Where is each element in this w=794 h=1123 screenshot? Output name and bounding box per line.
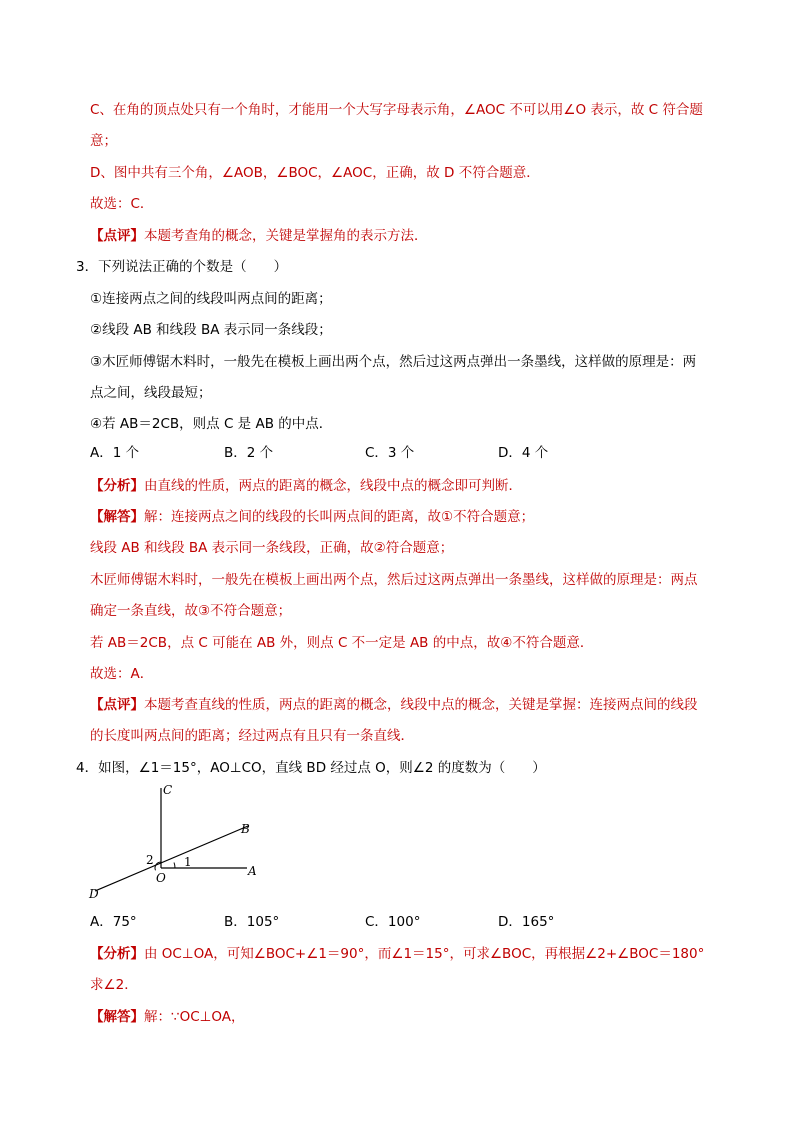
- q3-analysis: [90, 476, 522, 496]
- comment-text: 本题考查直线的性质，两点的距离的概念，线段中点的概念，关键是掌握：连接两点间的线段: [144, 697, 698, 713]
- analysis-tag: 【分析】: [90, 946, 144, 962]
- q3-solution-line5: 若 AB＝2CB，点 C 可能在 AB 外，则点 C 不一定是 AB 的中点，故④不符合题意．: [90, 635, 594, 651]
- q4-analysis-line1: [90, 944, 704, 964]
- q4-option-d: D．165°: [498, 914, 555, 930]
- label-d: D: [89, 887, 99, 901]
- angle-1-arc: [174, 863, 175, 869]
- q3-solution-line2: 线段 AB 和线段 BA 表示同一条线段，正确，故②符合题意；: [90, 540, 454, 556]
- label-angle-1: 1: [184, 855, 192, 869]
- prev-option-c-line1: C、在角的顶点处只有一个角时，才能用一个大写字母表示角，∠AOC 不可以用∠O 表示，故 C 符合题: [90, 102, 703, 118]
- solution-text: 解：∵OC⊥OA，: [144, 1009, 245, 1025]
- q3-answer: 故选：A．: [90, 666, 154, 682]
- label-b: B: [241, 822, 250, 836]
- q3-option-a: A．1 个: [90, 445, 140, 461]
- q3-statement-4: ④若 AB＝2CB，则点 C 是 AB 的中点．: [90, 416, 333, 432]
- prev-answer: 故选：C．: [90, 196, 154, 212]
- solution-tag: 【解答】: [90, 1009, 144, 1025]
- comment-tag: 【点评】: [90, 228, 144, 244]
- comment-text: 本题考查角的概念，关键是掌握角的表示方法．: [144, 228, 428, 244]
- q3-statement-1: ①连接两点之间的线段叫两点间的距离；: [90, 291, 332, 307]
- q3-statement-3b: 点之间，线段最短；: [90, 385, 212, 401]
- q4-solution-line1: [90, 1007, 245, 1027]
- q3-statement-2: ②线段 AB 和线段 BA 表示同一条线段；: [90, 322, 332, 338]
- label-angle-2: 2: [146, 853, 154, 867]
- q4-option-b: B．105°: [224, 914, 280, 930]
- q4-analysis-line2: 求∠2．: [90, 977, 138, 993]
- analysis-tag: 【分析】: [90, 478, 144, 494]
- analysis-text: 由 OC⊥OA，可知∠BOC+∠1＝90°，而∠1＝15°，可求∠BOC，再根据∠2+∠BOC＝180°: [144, 946, 705, 962]
- prev-option-c-line2: 意；: [90, 133, 117, 149]
- q3-solution-line3: 木匠师傅锯木料时，一般先在模板上画出两个点，然后过这两点弹出一条墨线，这样做的原理是：两点: [90, 572, 698, 588]
- line-bd: [95, 826, 248, 891]
- q3-comment-line2: 的长度叫两点间的距离；经过两点有且只有一条直线．: [90, 728, 414, 744]
- solution-text: 解：连接两点之间的线段的长叫两点间的距离，故①不符合题意；: [144, 509, 535, 525]
- q4-option-c: C．100°: [365, 914, 421, 930]
- q3-option-b: B．2 个: [224, 445, 274, 461]
- q3-comment-line1: [90, 695, 698, 715]
- label-c: C: [163, 783, 173, 797]
- q3-option-c: C．3 个: [365, 445, 415, 461]
- q3-option-d: D．4 个: [498, 445, 549, 461]
- analysis-text: 由直线的性质，两点的距离的概念，线段中点的概念即可判断．: [144, 478, 522, 494]
- q3-solution-line4: 确定一条直线，故③不符合题意；: [90, 603, 292, 619]
- q3-statement-3a: ③木匠师傅锯木料时，一般先在模板上画出两个点，然后过这两点弹出一条墨线，这样做的原理是：两: [90, 354, 697, 370]
- q3-solution-line1: [90, 507, 534, 527]
- q3-stem: 3．下列说法正确的个数是（ ）: [76, 259, 288, 275]
- solution-tag: 【解答】: [90, 509, 144, 525]
- q4-geometry-figure: [85, 778, 275, 903]
- prev-comment: [90, 226, 428, 246]
- comment-tag: 【点评】: [90, 697, 144, 713]
- label-a: A: [248, 864, 257, 878]
- label-o: O: [156, 871, 166, 885]
- q4-option-a: A．75°: [90, 914, 137, 930]
- prev-option-d: D、图中共有三个角，∠AOB，∠BOC，∠AOC，正确，故 D 不符合题意．: [90, 165, 540, 181]
- q4-stem: 4．如图，∠1＝15°，AO⊥CO，直线 BD 经过点 O，则∠2 的度数为（ ）: [76, 760, 546, 776]
